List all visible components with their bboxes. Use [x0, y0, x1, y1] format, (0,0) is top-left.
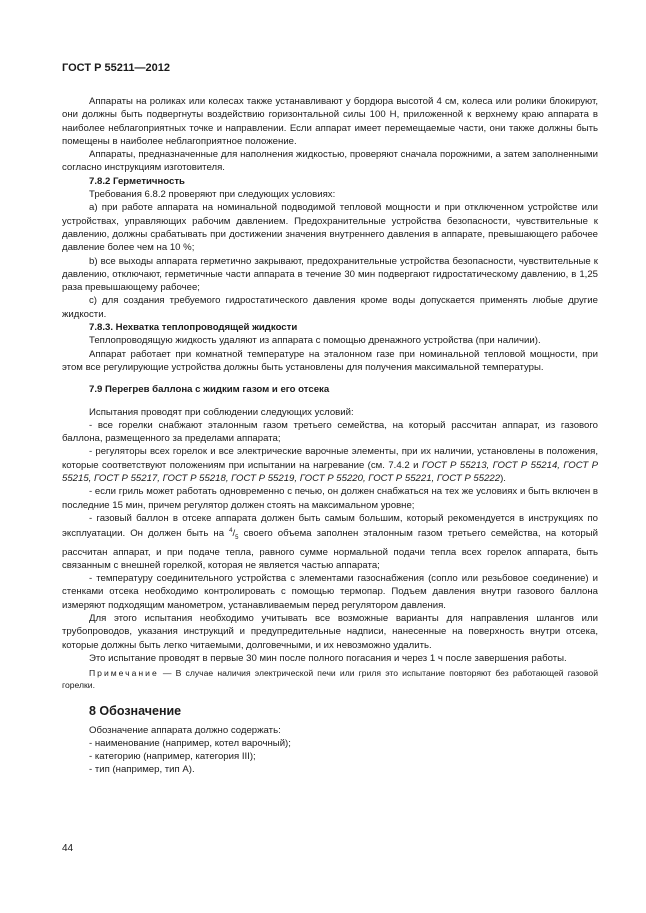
note: Примечание — В случае наличия электрической печи или гриля это испытание повторяют без работающей газовой горелки.: [62, 668, 598, 690]
document-body: [62, 95, 598, 777]
paragraph: Аппараты на роликах или колесах также устанавливают у бордюра высотой 4 см, колеса или ролики блокируют, они должны быть подвергнуты воздействию горизонтальной силы 100 Н, приложенной к верхнему краю аппарата в наиболее неблагоприятных точке и направлении. Если аппарат имеет перемещаемые части, они также должны быть помещены в наиболее неблагоприятное положение.: [62, 96, 598, 147]
list-item-c: c) для создания требуемого гидростатического давления кроме воды допускается применять любые другие жидкости.: [62, 295, 598, 320]
list-item: - температуру соединительного устройства с элементами газоснабжения (сопло или резьбовое соединение) и стенками отсека необходимо контролировать с помощью термопар. Подъем давления внутри газового баллона измеряют подходящим манометром, устанавливаемым перед регулятором давления.: [62, 573, 598, 611]
section-heading-8: 8 Обозначение: [89, 704, 182, 719]
paragraph: Обозначение аппарата должно содержать:: [89, 724, 281, 736]
paragraph: Испытания проводят при соблюдении следующих условий:: [89, 406, 354, 418]
list-item: - категорию (например, категория III);: [89, 751, 256, 763]
paragraph: Аппараты, предназначенные для наполнения жидкостью, проверяют сначала порожними, а затем заполненными согласно инструкциям изготовителя.: [62, 149, 598, 174]
list-item: - газовый баллон в отсеке аппарата должен быть самым большим, который рекомендуется в инструкциях по эксплуатации. Он должен быть на $^4/_5$ своего объема заполнен эталонным газом третьего семейства, на который рассчитан аппарат, и при подаче тепла, равного сумме нормальной подачи тепла всех горелок аппарата, быть связанным с внешней горелкой, которая не является частью аппарата;: [62, 512, 598, 571]
standards-reference: ГОСТ Р 55213, ГОСТ Р 55214, ГОСТ Р 55215, ГОСТ Р 55217, ГОСТ Р 55218, ГОСТ Р 55219, ГОСТ Р 55220, ГОСТ Р 55221, ГОСТ Р 55222: [62, 459, 598, 485]
list-item: - наименование (например, котел варочный);: [89, 737, 291, 749]
section-heading-7-8-3: 7.8.3. Нехватка теплопроводящей жидкости: [89, 322, 298, 334]
page-number: 44: [62, 843, 74, 854]
paragraph: Для этого испытания необходимо учитывать все возможные варианты для направления шлангов или трубопроводов, указания инструкций и предупредительные надписи, нанесенные на поверхность внутри отсека, которые должны быть легко читаемыми, долговечными, и их невозможно удалить.: [62, 613, 598, 651]
paragraph: Теплопроводящую жидкость удаляют из аппарата с помощью дренажного устройства (при наличии).: [89, 335, 541, 347]
section-heading-7-9: 7.9 Перегрев баллона с жидким газом и его отсека: [89, 384, 330, 396]
paragraph: Аппарат работает при комнатной температуре на эталонном газе при номинальной тепловой мощности, при этом все регулирующие устройства должны быть установлены для получения максимальной температуры.: [62, 348, 598, 373]
document-header: ГОСТ Р 55211—2012: [62, 62, 170, 74]
fraction-numerator: 4: [229, 528, 233, 535]
list-item-b: b) все выходы аппарата герметично закрывают, предохранительные устройства безопасности, чувствительные к давлению, отключают, герметичные части аппарата в течение 30 мин подвергают гидростатическому давлению, в 1,25 раза превышающему рабочее;: [62, 255, 598, 294]
list-item: - тип (например, тип А).: [89, 764, 195, 776]
paragraph: Это испытание проводят в первые 30 мин после полного погасания и через 1 ч после завершения работы.: [89, 652, 567, 664]
list-item: - регуляторы всех горелок и все электрические варочные элементы, при их наличии, установлены в положения, которые соответствуют положениям при испытании на нагревание (см. 7.4.2 и ГОСТ Р 55213, ГОСТ Р 55214, ГОСТ Р 55215, ГОСТ Р 55217, ГОСТ Р 55218, ГОСТ Р 55219, ГОСТ Р 55220, ГОСТ Р 55221, ГОСТ Р 55222).: [62, 446, 598, 485]
list-item: - все горелки снабжают эталонным газом третьего семейства, на который рассчитан аппарат, из газового баллона, размещенного за пределами аппарата;: [62, 419, 598, 445]
section-heading-7-8-2: 7.8.2 Герметичность: [89, 175, 185, 187]
list-item: - если гриль может работать одновременно с печью, он должен снабжаться на тех же условиях и быть включен в последние 15 мин, причем регулятор должен стоять на максимальном уровне;: [62, 486, 598, 511]
fraction-denominator: 5: [235, 535, 239, 542]
note-label: Примечание: [89, 668, 159, 679]
list-item-a: a) при работе аппарата на номинальной подводимой тепловой мощности и при отключенном устройстве или устройствах, управляющих рабочим давлением. Предохранительные устройства безопасности, чувствительные к давлению, должны срабатывать при достижении значения внутреннего давления в аппарате, превышающего рабочее давление более чем на 10 %;: [62, 202, 598, 254]
paragraph: Требования 6.8.2 проверяют при следующих условиях:: [89, 189, 336, 201]
